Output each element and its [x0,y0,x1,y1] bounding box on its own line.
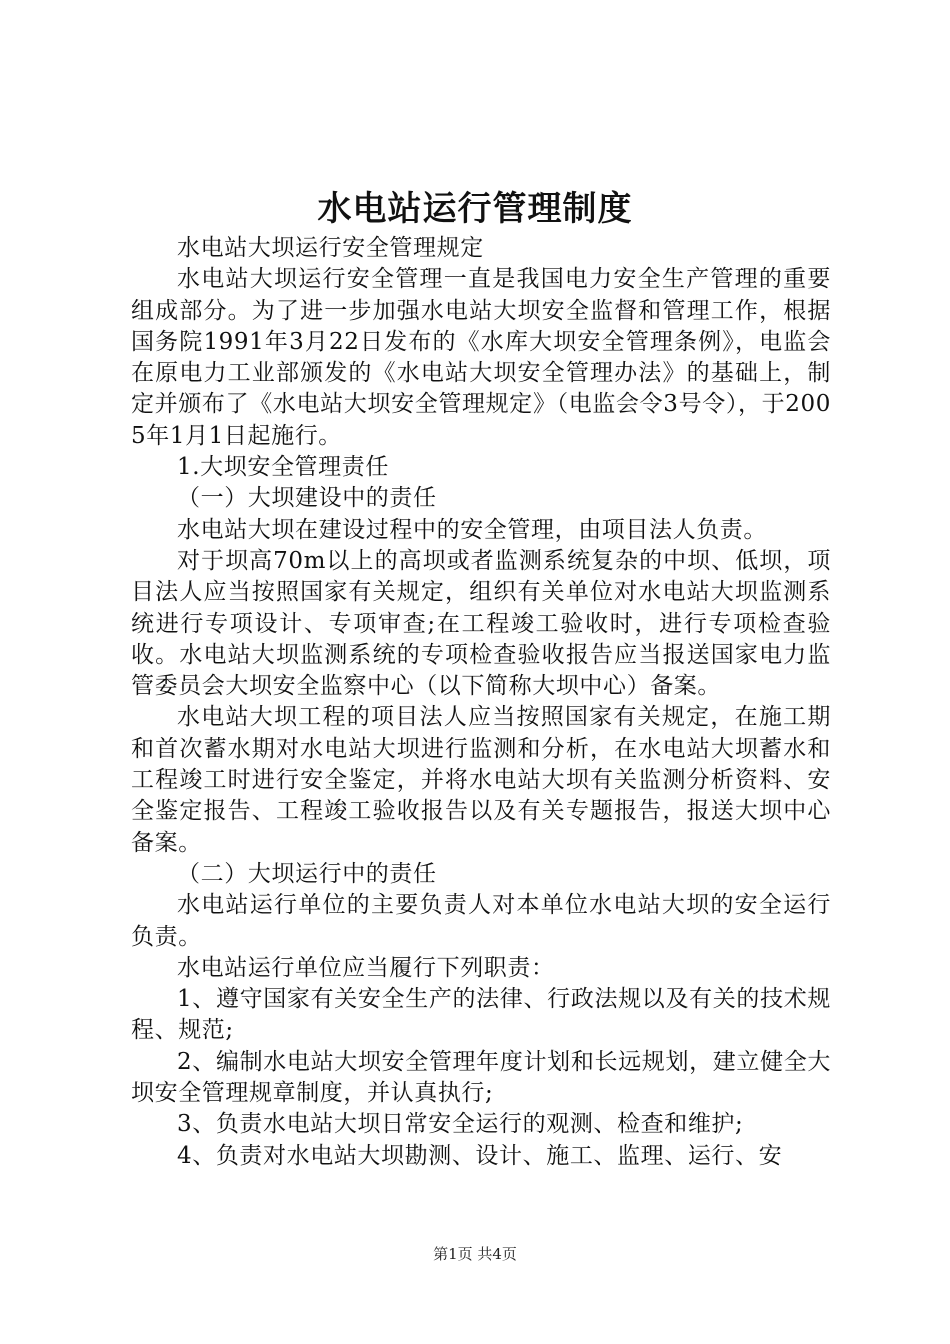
paragraph: 水电站运行单位应当履行下列职责： [177,954,555,981]
paragraph: 水电站大坝工程的项目法人应当按照国家有关规定，在施工期和首次蓄水期对水电站大坝进行监测和分析，在水电站大坝蓄水和工程竣工时进行安全鉴定，并将水电站大坝有关监测分析资料、安全鉴定报告、工程竣工验收报告以及有关专题报告，报送大坝中心备案。 [131,704,831,856]
paragraph: 对于坝高70m以上的高坝或者监测系统复杂的中坝、低坝，项目法人应当按照国家有关规定，组织有关单位对水电站大坝监测系统进行专项设计、专项审查;在工程竣工验收时，进行专项检查验收。水电站大坝监测系统的专项检查验收报告应当报送国家电力监管委员会大坝安全监察中心（以下简称大坝中心）备案。 [131,547,831,700]
list-item: 4、负责对水电站大坝勘测、设计、施工、监理、运行、安 [177,1142,783,1169]
paragraph: 水电站运行单位的主要负责人对本单位水电站大坝的安全运行负责。 [131,892,831,950]
document-title: 水电站运行管理制度 [317,189,633,229]
paragraph-intro: 水电站大坝运行安全管理一直是我国电力安全生产管理的重要组成部分。为了进一步加强水电站大坝安全监督和管理工作，根据国务院1991年3月22日发布的《水库大坝安全管理条例》，电监会在原电力工业部颁发的《水电站大坝安全管理办法》的基础上，制定并颁布了《水电站大坝安全管理规定》（电监会令3号令），于2005年1月1日起施行。 [131,266,831,449]
section-heading: 1.大坝安全管理责任 [177,454,389,481]
subsection-heading: （一）大坝建设中的责任 [177,485,437,512]
list-item: 2、编制水电站大坝安全管理年度计划和长远规划，建立健全大坝安全管理规章制度，并认真执行; [131,1048,831,1107]
list-item: 3、负责水电站大坝日常安全运行的观测、检查和维护; [177,1111,744,1138]
page-number-footer: 第1页 共4页 [433,1245,517,1263]
list-item: 1、遵守国家有关安全生产的法律、行政法规以及有关的技术规程、规范; [131,986,831,1044]
subsection-heading: （二）大坝运行中的责任 [177,860,437,887]
paragraph-subtitle: 水电站大坝运行安全管理规定 [177,235,484,261]
document-body [131,233,831,1172]
paragraph: 水电站大坝在建设过程中的安全管理，由项目法人负责。 [177,516,767,543]
